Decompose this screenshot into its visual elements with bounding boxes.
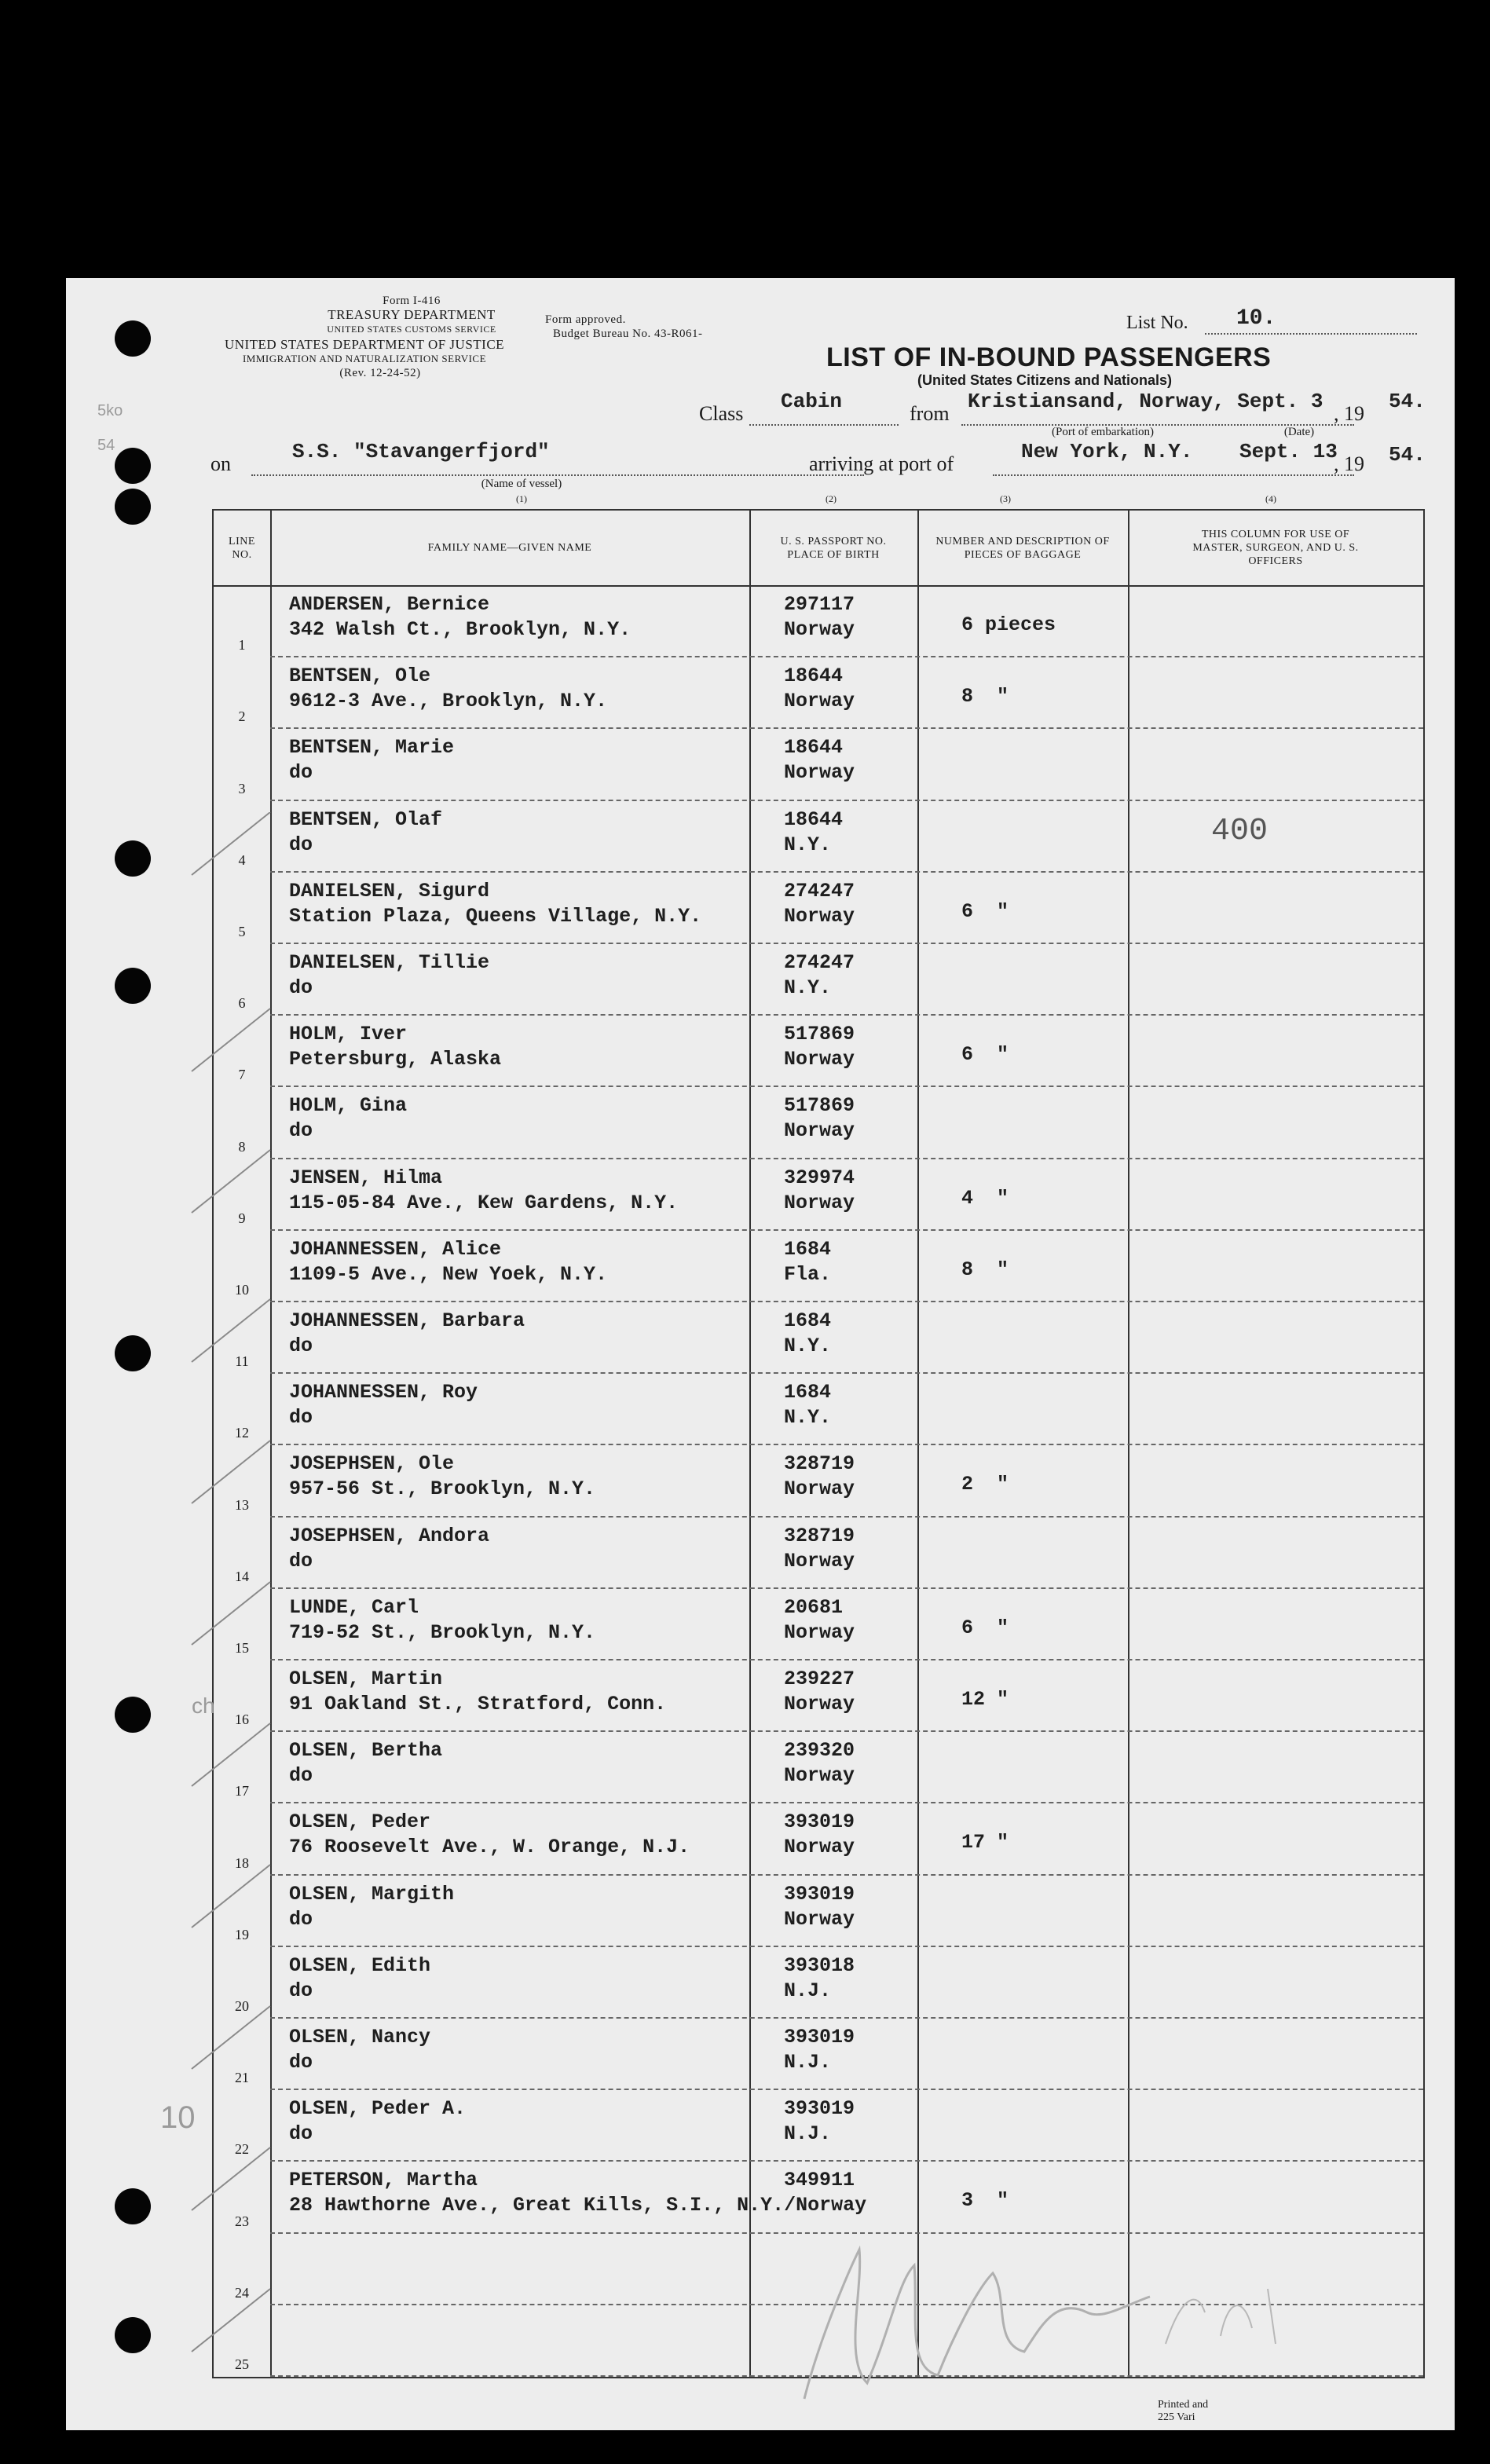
punch-hole — [115, 2188, 151, 2224]
line-number: 25 — [235, 2356, 249, 2372]
baggage-count: 6 " — [961, 1043, 1009, 1067]
place-of-birth: Norway — [784, 1764, 855, 1788]
printer-imprint-1: Printed and — [1158, 2399, 1209, 2411]
treasury-dept: TREASURY DEPARTMENT — [328, 307, 496, 322]
place-of-birth: N.Y. — [784, 1406, 832, 1430]
date-caption: (Date) — [1283, 426, 1315, 438]
family-name: OLSEN, Peder A. — [289, 2097, 467, 2121]
table-row — [214, 944, 1423, 1016]
line-number: 20 — [235, 1997, 249, 2014]
place-of-birth: Norway — [784, 690, 855, 713]
passport-number: 517869 — [784, 1023, 855, 1046]
table-row — [214, 1159, 1423, 1231]
passport-number: 328719 — [784, 1452, 855, 1476]
place-of-birth: Norway — [784, 761, 855, 785]
line-number: 7 — [238, 1067, 246, 1083]
baggage-count: 12 " — [961, 1688, 1009, 1711]
header-line-no: LINE NO. — [229, 535, 255, 561]
family-name: JOHANNESSEN, Barbara — [289, 1309, 525, 1332]
passport-number: 274247 — [784, 879, 855, 902]
punch-hole — [115, 1697, 151, 1733]
passport-number: 393019 — [784, 2026, 855, 2048]
address: 957-56 St., Brooklyn, N.Y. — [289, 1477, 596, 1501]
list-no-label: List No. — [1126, 313, 1188, 333]
col2-number: (2) — [826, 493, 837, 504]
address: 9612-3 Ave., Brooklyn, N.Y. — [289, 690, 608, 713]
passenger-table — [212, 509, 1425, 2378]
address: do — [289, 833, 313, 856]
table-row — [214, 657, 1423, 729]
table-row — [214, 1876, 1423, 1947]
passport-number: 18644 — [784, 807, 844, 831]
passport-number: 393019 — [784, 2097, 855, 2121]
table-row — [214, 586, 1423, 657]
baggage-count: 6 " — [961, 899, 1009, 923]
customs-service: UNITED STATES CUSTOMS SERVICE — [327, 324, 496, 335]
address: do — [289, 761, 313, 785]
col3-number: (3) — [1000, 493, 1011, 504]
address: Petersburg, Alaska — [289, 1048, 502, 1071]
line-number: 9 — [238, 1210, 246, 1226]
line-number: 16 — [235, 1712, 249, 1728]
baggage-count: 8 " — [961, 685, 1009, 708]
address: 91 Oakland St., Stratford, Conn. — [289, 1693, 667, 1715]
margin-note: 5ko — [97, 402, 123, 419]
table-row — [214, 1660, 1423, 1732]
place-of-birth: N.J. — [784, 1979, 832, 2002]
place-of-birth: Norway — [784, 618, 855, 641]
ins-service: IMMIGRATION AND NATURALIZATION SERVICE — [242, 353, 487, 364]
address: Station Plaza, Queens Village, N.Y. — [289, 904, 702, 928]
passport-number: 239320 — [784, 1739, 855, 1763]
margin-note: ch — [192, 1693, 215, 1718]
revision-date: (Rev. 12-24-52) — [339, 367, 421, 379]
vessel-caption: (Name of vessel) — [481, 478, 562, 490]
family-name: JOSEPHSEN, Andora — [289, 1524, 490, 1547]
table-row — [214, 1231, 1423, 1302]
baggage-count: 6 " — [961, 1616, 1009, 1639]
line-number: 13 — [235, 1496, 249, 1513]
punch-hole — [115, 320, 151, 357]
place-of-birth: Norway — [784, 1477, 855, 1501]
family-name: JENSEN, Hilma — [289, 1166, 443, 1189]
passport-number: 20681 — [784, 1595, 844, 1619]
place-of-birth: N.Y. — [784, 1335, 832, 1357]
family-name: DANIELSEN, Sigurd — [289, 879, 490, 902]
punch-hole — [115, 2317, 151, 2353]
family-name: JOSEPHSEN, Ole — [289, 1452, 455, 1476]
header-officers: THIS COLUMN FOR USE OF MASTER, SURGEON, AND U. S. OFFICERS — [1192, 529, 1359, 567]
baggage-count: 17 " — [961, 1831, 1009, 1854]
punch-hole — [115, 489, 151, 525]
year-prefix-1: , 19 — [1334, 402, 1364, 425]
table-row — [214, 2090, 1423, 2162]
table-row — [214, 729, 1423, 800]
passport-number: 18644 — [784, 736, 844, 760]
table-row — [214, 2019, 1423, 2090]
signature-scrawl — [757, 2218, 1307, 2422]
year-1: 54. — [1389, 390, 1426, 413]
line-number: 24 — [235, 2284, 249, 2301]
line-number: 19 — [235, 1926, 249, 1942]
baggage-count: 2 " — [961, 1473, 1009, 1496]
table-row — [214, 1947, 1423, 2019]
form-number: Form I-416 — [383, 295, 441, 307]
year-prefix-2: , 19 — [1334, 452, 1364, 475]
address: do — [289, 976, 313, 999]
line-number: 15 — [235, 1639, 249, 1656]
family-name: HOLM, Iver — [289, 1023, 408, 1046]
table-row — [214, 1803, 1423, 1875]
page-subtitle: (United States Citizens and Nationals) — [917, 372, 1173, 388]
passport-number: 393018 — [784, 1953, 855, 1977]
family-name: DANIELSEN, Tillie — [289, 951, 490, 974]
place-of-birth: Norway — [784, 1836, 855, 1859]
address: do — [289, 2122, 313, 2146]
line-number: 10 — [235, 1281, 249, 1298]
passport-number: 1684 — [784, 1381, 832, 1404]
address: do — [289, 1119, 313, 1143]
passport-number: 329974 — [784, 1166, 855, 1189]
family-name: LUNDE, Carl — [289, 1595, 419, 1619]
family-name: HOLM, Gina — [289, 1094, 408, 1118]
class-label: Class — [699, 402, 744, 425]
table-row — [214, 1016, 1423, 1087]
line-number: 12 — [235, 1425, 249, 1441]
address: 1109-5 Ave., New Yoek, N.Y. — [289, 1262, 608, 1286]
line-number: 17 — [235, 1783, 249, 1799]
table-row — [214, 1302, 1423, 1374]
punch-hole — [115, 840, 151, 877]
stamp-number: 400 — [1211, 814, 1269, 849]
family-name: BENTSEN, Marie — [289, 736, 455, 760]
line-number: 8 — [238, 1138, 246, 1155]
table-row — [214, 873, 1423, 944]
family-name: OLSEN, Bertha — [289, 1739, 443, 1763]
arrival-port: New York, N.Y. — [1021, 440, 1193, 463]
table-row — [214, 1732, 1423, 1803]
printer-imprint-2: 225 Vari — [1158, 2411, 1195, 2423]
passport-number: 18644 — [784, 665, 844, 688]
form-approved: Form approved. — [545, 313, 626, 326]
baggage-count: 6 pieces — [961, 613, 1056, 636]
line-number: 11 — [235, 1353, 249, 1370]
passport-number: 328719 — [784, 1524, 855, 1547]
passport-number: 393019 — [784, 1810, 855, 1834]
place-of-birth: N.Y. — [784, 976, 832, 999]
address: do — [289, 1907, 313, 1931]
margin-note: 10 — [160, 2100, 196, 2135]
year-2: 54. — [1389, 443, 1426, 467]
col4-number: (4) — [1265, 493, 1276, 504]
passport-number: 393019 — [784, 1882, 855, 1906]
line-number: 4 — [238, 851, 246, 868]
punch-hole — [115, 1335, 151, 1371]
col1-number: (1) — [516, 493, 527, 504]
family-name: OLSEN, Martin — [289, 1668, 443, 1690]
family-name: ANDERSEN, Bernice — [289, 593, 490, 616]
address: do — [289, 1406, 313, 1430]
address: do — [289, 1549, 313, 1572]
place-of-birth: Norway — [784, 1549, 855, 1572]
table-row — [214, 1589, 1423, 1660]
header-family-name: FAMILY NAME—GIVEN NAME — [427, 542, 592, 554]
address: do — [289, 1335, 313, 1357]
address: 76 Roosevelt Ave., W. Orange, N.J. — [289, 1836, 690, 1859]
passport-number: 349911 — [784, 2169, 855, 2192]
place-of-birth: N.J. — [784, 2122, 832, 2146]
passport-number: 239227 — [784, 1668, 855, 1690]
family-name: OLSEN, Edith — [289, 1953, 431, 1977]
arriving-label: arriving at port of — [809, 452, 954, 475]
header-baggage: NUMBER AND DESCRIPTION OF PIECES OF BAGGAGE — [935, 535, 1110, 561]
line-number: 1 — [238, 637, 246, 654]
margin-note: 54 — [97, 437, 115, 454]
family-name: JOHANNESSEN, Roy — [289, 1381, 478, 1404]
table-row — [214, 1087, 1423, 1159]
place-of-birth: Norway — [784, 1693, 855, 1715]
line-number: 21 — [235, 2070, 249, 2086]
line-number: 6 — [238, 995, 246, 1012]
address: do — [289, 1764, 313, 1788]
passport-number: 1684 — [784, 1309, 832, 1332]
place-of-birth: N.J. — [784, 2051, 832, 2074]
line-number: 22 — [235, 2141, 249, 2158]
place-of-birth: Norway — [784, 1620, 855, 1644]
address: 719-52 St., Brooklyn, N.Y. — [289, 1620, 596, 1644]
arrival-date: Sept. 13 — [1239, 440, 1338, 463]
line-number: 14 — [235, 1568, 249, 1584]
table-row — [214, 1445, 1423, 1517]
table-row — [214, 1518, 1423, 1589]
line-number: 2 — [238, 708, 246, 725]
address: 115-05-84 Ave., Kew Gardens, N.Y. — [289, 1191, 679, 1214]
embarkation-port-date: Kristiansand, Norway, Sept. 3 — [968, 390, 1323, 413]
line-number: 3 — [238, 780, 246, 796]
on-label: on — [211, 452, 231, 475]
page-title: LIST OF IN-BOUND PASSENGERS — [826, 342, 1272, 372]
place-of-birth: Norway — [784, 1907, 855, 1931]
passport-number: 1684 — [784, 1237, 832, 1261]
baggage-count: 4 " — [961, 1186, 1009, 1210]
family-name: JOHANNESSEN, Alice — [289, 1237, 502, 1261]
place-of-birth: Fla. — [784, 1262, 832, 1286]
header-passport: U. S. PASSPORT NO. PLACE OF BIRTH — [780, 535, 887, 561]
address: do — [289, 2051, 313, 2074]
family-name: BENTSEN, Olaf — [289, 807, 443, 831]
family-name: OLSEN, Margith — [289, 1882, 455, 1906]
place-of-birth: Norway — [784, 1119, 855, 1143]
list-number: 10. — [1236, 306, 1276, 331]
from-label: from — [910, 402, 950, 425]
place-of-birth: Norway — [784, 1191, 855, 1214]
pencil-ticks — [184, 812, 341, 2462]
punch-hole — [115, 448, 151, 484]
table-row — [214, 1374, 1423, 1445]
vessel-name: S.S. "Stavangerfjord" — [292, 440, 550, 463]
place-of-birth: N.Y. — [784, 833, 832, 856]
address: do — [289, 1979, 313, 2002]
address: 342 Walsh Ct., Brooklyn, N.Y. — [289, 618, 632, 641]
line-number: 5 — [238, 923, 246, 939]
family-name: OLSEN, Peder — [289, 1810, 431, 1834]
family-name: OLSEN, Nancy — [289, 2026, 431, 2048]
family-name: PETERSON, Martha — [289, 2169, 478, 2192]
passenger-manifest-sheet — [66, 278, 1455, 2430]
address: 28 Hawthorne Ave., Great Kills, S.I., N.Y./Norway — [289, 2194, 867, 2217]
family-name: BENTSEN, Ole — [289, 665, 431, 688]
passport-number: 297117 — [784, 593, 855, 616]
place-of-birth: Norway — [784, 1048, 855, 1071]
passport-number: 274247 — [784, 951, 855, 974]
budget-bureau: Budget Bureau No. 43-R061- — [553, 328, 703, 340]
punch-hole — [115, 968, 151, 1004]
baggage-count: 3 " — [961, 2189, 1009, 2213]
justice-dept: UNITED STATES DEPARTMENT OF JUSTICE — [224, 337, 505, 352]
line-number: 23 — [235, 2213, 249, 2229]
place-of-birth: Norway — [784, 904, 855, 928]
port-embark-caption: (Port of embarkation) — [1052, 426, 1154, 438]
class-value: Cabin — [781, 390, 843, 413]
line-number: 18 — [235, 1854, 249, 1871]
baggage-count: 8 " — [961, 1258, 1009, 1281]
passport-number: 517869 — [784, 1094, 855, 1118]
